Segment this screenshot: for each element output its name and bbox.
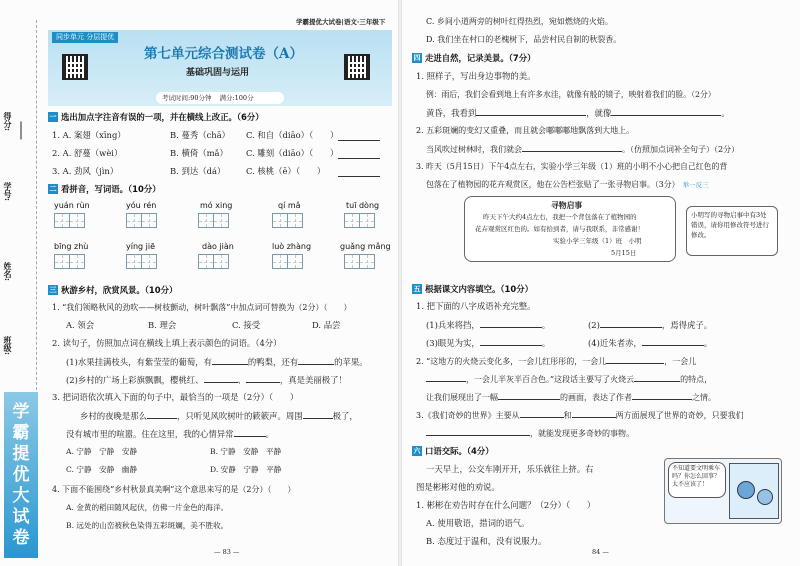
s4-q2b: 当风吹过树林时，我们就会 [426,145,522,154]
s1-row1-c: C. 和自（diāo）（ ） [246,130,339,140]
writing-grid[interactable] [272,254,303,269]
s4-line1 [426,107,730,119]
answer-blank[interactable] [298,356,334,365]
s6-q1: 1. 彬彬在劝告时存在什么问题？（2分）（ ） [416,500,596,510]
s6-opt-b: B. 态度过于温和，没有说服力。 [426,536,547,546]
q4-option-d: D. 我们坐在村口的老槐树下，品尝村民自制的秋裂香。 [426,35,622,44]
writing-grid[interactable] [126,254,157,269]
s3-q2-line2: (2)乡村的广场上彩旗飘飘，樱桃红、 、 ，真是美丽极了！ [66,375,347,385]
writing-grid[interactable] [344,254,375,269]
exam-title: 第七单元综合测试卷（A） [144,46,303,62]
writing-grid[interactable] [198,213,229,228]
s4-q1: 1. 照样子，写出身边事物的美。 [416,71,536,81]
s4-l1: 黄昏，我看到 [426,108,477,118]
s5-f4-text: (4)近朱者赤， [588,338,642,348]
answer-blank[interactable] [600,319,662,328]
answer-blank[interactable] [426,427,530,436]
answer-blank[interactable] [338,168,380,177]
answer-blank[interactable] [634,373,680,382]
s1-row1-b: B. 蔓秀（chā） [170,130,231,140]
answer-blank[interactable] [606,355,664,364]
s5-q1: 1. 把下面的八字成语补充完整。 [416,301,536,311]
section-title: 口语交际。（4分） [425,446,494,456]
s3-q3-p1b: ，只听见风吹树叶的簌簌声。周围 [177,411,303,421]
s6-intro-2: 图是彬彬对他的劝说。 [416,482,500,492]
section-number: 六 [413,447,421,455]
side-label-name: 姓名: [3,262,13,281]
s5-q2-line2 [426,373,712,385]
s3-q4-a: A. 金黄的稻田随风起伏，仿佛一片金色的海洋。 [66,503,229,512]
answer-blank[interactable] [480,337,542,346]
s4-l1b: ，就像 [586,108,612,118]
section-number: 四 [413,54,421,62]
notice-title: 寻物启事 [551,201,583,210]
child-figure-2 [757,489,773,505]
pinyin: bīng zhù [54,242,89,251]
page-number-left: — 83 — [214,548,240,556]
s4-q3-line2 [426,179,709,191]
answer-blank[interactable] [303,410,333,419]
s5-f3: (3)眼见为实， 。 [426,338,551,348]
s5-q2d: 的特点， [680,375,713,384]
s3-q2-1b: 的鸭梨，还有 [247,357,299,367]
s5-q2: 2. “这地方的火烧云变化多，一会儿红彤彤的，一会儿 [416,357,607,366]
series-header: 学霸提优大试卷|语文·三年级下 [296,18,386,26]
cut-line [36,20,37,390]
right-page [402,0,800,566]
s4-example: 例：雨后，我们会看到地上有许多水洼，就像有般的镜子，映射着我们的脸。（2分） [426,90,716,99]
s3-q3-p1c: 极了， [332,411,358,421]
s4-q2c: 。（仿照加点词补全句子）（2分） [622,145,740,154]
s3-q2-line1 [66,356,368,368]
side-label-score: 得分: [3,112,13,131]
exam-time: 考试时间:90分钟 [162,93,212,102]
s5-q2b: ，一会儿 [664,357,697,366]
s4-l1c: 。 [721,108,730,118]
writing-grid[interactable] [126,213,157,228]
pinyin: dào jiàn [202,242,234,251]
section-number: 五 [413,285,421,293]
answer-blank[interactable] [498,391,560,400]
speech-text: 不知道要文明乘车吗？你怎么回事？太不应该了！ [672,465,721,488]
section-title: 秋游乡村，欣赏风景。（10分） [61,285,178,295]
child-figure [737,481,755,499]
pinyin: yuán rùn [54,201,90,210]
s3-q2-1: (1)水果挂满枝头，有紫莹莹的葡萄，有 [66,357,212,367]
section-number: 一 [49,113,57,121]
answer-blank[interactable] [246,374,280,383]
s5-q3b: 和 [563,411,572,420]
s5-f3-text: (3)眼见为实， [426,338,480,348]
notice-date: 5月15日 [611,249,637,257]
side-line-1 [21,122,22,140]
exam-meta [156,92,284,104]
answer-blank[interactable] [632,391,692,400]
s3-q2-2: (2)乡村的广场上彩旗飘飘，樱桃红、 [66,375,204,385]
hint-bubble [686,206,778,256]
s3-q4-b: B. 远处的山峦被秋色染得五彩斑斓，美不胜收。 [66,521,229,530]
s3-q2: 2. 读句子，仿照加点词在横线上填上表示颜色的词语。（4分） [52,338,282,348]
s3-q1-a: A. 领会 [66,320,95,330]
s4-q2: 2. 五彩斑斓的变幻又重叠，而且就会嘟嘟嘟地飘落到大地上。 [416,126,635,135]
s3-q3-p1: 乡村的夜晚是那么 [80,411,147,421]
writing-grid[interactable] [198,254,229,269]
s3-q3-d: D. 安静 宁静 平静 [210,465,282,474]
section-title: 走进自然，记录美景。（7分） [425,53,536,63]
s4-q2-line [426,143,739,155]
s3-q1-b: B. 理会 [148,320,177,330]
answer-blank[interactable] [520,409,564,418]
answer-blank[interactable] [338,150,380,159]
s1-row2-b: B. 横倚（mǎ） [170,148,228,158]
s3-q3-para1 [80,410,358,422]
section-number: 二 [49,185,57,193]
s1-row2-c: C. 雕刻（diāo）（ ） [246,148,339,158]
qr-code-icon-2 [344,54,370,80]
s3-q3-p2: 没有城市里的喧嚣。住在这里，我的心情异常 [66,429,234,439]
bus-illustration [664,458,782,524]
s3-q4: 4. 下面不能围绕“乡村秋景真美啊”这个意思来写的是（2分）（ ） [52,485,296,494]
notice-line2: 花卉观赏区红色的。如有拾到者，请与我联系，非常感谢！ [475,225,644,233]
s3-q3: 3. 把词语依次填入下面的句子中，最恰当的一项是（2分）（ ） [52,392,299,402]
answer-blank[interactable] [338,132,380,141]
answer-blank[interactable] [572,409,616,418]
s5-q2c: ，一会儿半灰半百合色。”这段话主要写了火烧云 [466,375,635,384]
pinyin: mó xing [200,201,233,210]
s4-q3: 3. 昨天（5月15日）下午4点左右，实验小学三年级（1）班的小明不小心把自己红色的背 [416,162,728,171]
side-brand-strip [4,392,38,558]
lost-notice-box [464,196,676,262]
side-brand-text: 学霸提优大试卷 [12,402,30,548]
s1-row3-a: 3. A. 劲风（jìn） [52,166,119,176]
s5-f2-text: (2) [588,320,600,330]
answer-blank[interactable] [212,356,248,365]
s1-row3-c: C. 核桃（ē）（ ） [246,166,326,176]
s3-q3-c: C. 宁静 安静 幽静 [66,465,138,474]
s5-q2-line3 [426,391,716,403]
s5-q2g: 之情。 [692,393,716,402]
s5-q2e: 让我们展现出了一幅 [426,393,498,402]
s4-q3-tag: 举一反三 [682,181,709,189]
s5-q2-line1 [416,355,696,367]
s1-row1-a: 1. A. 案翅（xīng） [52,130,126,140]
section-number: 三 [49,286,57,294]
side-label-id: 学号: [3,182,13,201]
writing-grid[interactable] [344,213,375,228]
s4-q3b: 包落在了植物园的花卉观赏区，他在公告栏张贴了一张寻物启事。（3分） [426,180,680,189]
answer-blank[interactable] [204,374,238,383]
s5-f1-text: (1)兵来将挡， [426,320,480,330]
speech-bubble [668,462,726,498]
answer-blank[interactable] [426,373,466,382]
s5-q3c: 两方面展现了世界的奇妙，只要我们 [615,411,744,420]
s3-q3-b: B. 宁静 安静 平静 [210,447,282,456]
header-band [48,30,392,106]
writing-grid[interactable] [54,213,85,228]
answer-blank[interactable] [476,107,586,116]
page-number-right: 84 — [592,548,609,556]
pinyin: luò zhàng [272,242,312,251]
exam-subtitle: 基础巩固与运用 [186,68,250,78]
s3-q1: 1. “我们领略秋风的劲吹——树枝颤动，树叶飘落”中加点词可替换为（2分）（ ） [52,303,352,312]
s3-q2-1c: 的苹果。 [334,357,368,367]
s3-q2-2b: ，真是美丽极了！ [279,375,347,385]
s1-row3-b: B. 到达（dá） [170,166,226,176]
s5-q3-line1 [416,409,744,421]
answer-blank[interactable] [480,319,542,328]
s5-q3d: ，就能发现更多奇妙的事物。 [530,429,634,438]
section-title: 选出加点字注音有误的一项，并在横线上改正。（6分） [61,112,264,122]
answer-blank[interactable] [147,410,177,419]
pinyin: yíng jiē [126,242,156,251]
s5-f2 [588,319,712,331]
s5-q3-line2 [426,427,634,439]
answer-blank[interactable] [611,107,721,116]
section-title: 看拼音，写词语。（10分） [61,184,161,194]
s5-f4: (4)近朱者赤， 。 [588,338,713,348]
side-label-class: 班级: [3,336,13,355]
pinyin: yóu rén [126,201,157,210]
notice-sign: 实验小学三年级（1）班 小明 [553,237,642,245]
exam-score: 满分:100分 [219,93,254,102]
pinyin: guǎng mǎng [340,242,391,251]
answer-blank[interactable] [234,428,266,437]
s1-row2-a: 2. A. 舒蔓（wèi） [52,148,123,158]
writing-grid[interactable] [272,213,303,228]
q4-option-c: C. 乡间小道两旁的树叶红得热烈，宛如燃烧的火焰。 [426,17,613,26]
hint-text: 小明写的寻物启事中有3处错误，请你用修改符号进行修改。 [691,211,769,239]
pinyin: qí mǎ [278,201,301,210]
answer-blank[interactable] [522,143,622,152]
qr-code-icon [62,54,88,80]
s3-q3-para2: 没有城市里的喧嚣。住在这里，我的心情异常 。 [66,429,274,439]
writing-grid[interactable] [54,254,85,269]
s5-q3: 3.《我们奇妙的世界》主要从 [416,411,520,420]
s3-q1-c: C. 接受 [232,320,261,330]
answer-blank[interactable] [642,337,704,346]
s5-f2b: ，焉得虎子。 [661,320,713,330]
s6-opt-a: A. 使用敬语，措词的语气。 [426,518,530,528]
s6-intro-1: 一天早上，公交车刚开开，乐乐就往上挤。右 [426,464,594,474]
s3-q3-a: A. 宁静 宁静 安静 [66,447,138,456]
s5-q2f: 的画面，表达了作者 [560,393,632,402]
s3-q1-d: D. 品尝 [312,320,341,330]
s5-f1: (1)兵来将挡， 。 [426,320,551,330]
notice-line1: 昨天下午大约4点左右，我把一个背包落在了植物园的 [483,213,637,221]
section-title: 根据课文内容填空。（10分） [425,284,533,294]
unit-tag: 同步单元 分层提优 [52,32,118,43]
pinyin: tuī dòng [346,201,380,210]
